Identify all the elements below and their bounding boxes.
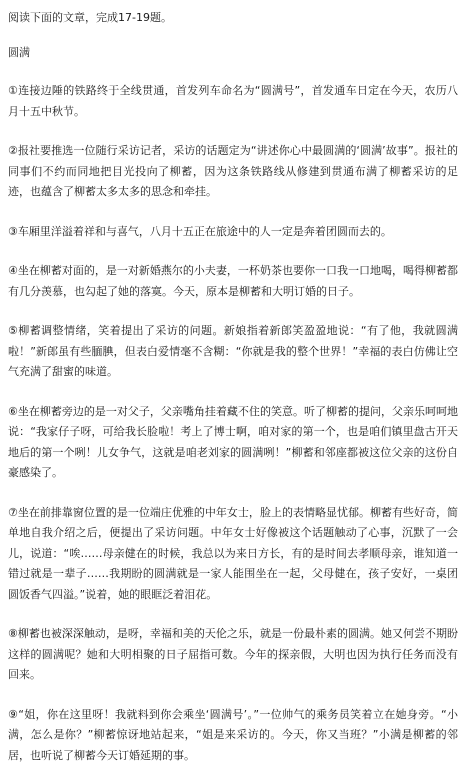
paragraph-7: ⑦坐在前排靠窗位置的是一位端庄优雅的中年女士，脸上的表情略显忧郁。柳蓄有些好奇，简单地自我介绍之后，便提出了采访问题。中年女士好像被这个话题触动了心事，沉默了一会儿，说道：“唉……母亲健在的时候，我总以为来日方长，有的是时间去孝顺母亲，谁知道一错过就是一辈子……我期盼的圆满就是一家人能围坐在一起，父母健在，孩子安好，一桌团圆饭香气四溢。”说着，她的眼眶泛着泪花。 bbox=[8, 503, 458, 606]
paragraph-5: ⑤柳蓄调整情绪，笑着提出了采访的问题。新娘指着新郎笑盈盈地说：“有了他，我就圆满啦！”新郎虽有些腼腆，但表白爱情毫不含糊：“你就是我的整个世界！”幸福的表白仿佛让空气充满了甜蜜的味道。 bbox=[8, 321, 458, 383]
paragraph-1: ①连接边陲的铁路终于全线贯通，首发列车命名为“圆满号”，首发通车日定在今天，农历八月十五中秋节。 bbox=[8, 81, 458, 122]
spacer bbox=[8, 605, 458, 624]
spacer bbox=[8, 242, 458, 261]
article-title: 圆满 bbox=[8, 44, 458, 62]
paragraph-6: ⑥坐在柳蓄旁边的是一对父子，父亲嘴角挂着藏不住的笑意。听了柳蓄的提问，父亲乐呵呵地说：“我家仔子呀，可给我长脸啦！考上了博士啊，咱对家的第一个，也是咱们镇里盘古开天地后的第一个咧！儿女争气，这就是咱老刘家的圆满咧！”柳蓄和邻座都被这位父亲的这份自豪感染了。 bbox=[8, 402, 458, 484]
paragraph-8: ⑧柳蓄也被深深触动，是呀，幸福和美的天伦之乐，就是一份最朴素的圆满。她又何尝不期盼这样的圆满呢？她和大明相聚的日子屈指可数。今年的探亲假，大明也因为执行任务而没有回来。 bbox=[8, 624, 458, 686]
instruction-text: 阅读下面的文章，完成17-19题。 bbox=[8, 9, 458, 27]
paragraph-4: ④坐在柳蓄对面的，是一对新婚燕尔的小夫妻，一杯奶茶也要你一口我一口地喝，喝得柳蓄都有几分羡慕，也勾起了她的落寞。今天，原本是柳蓄和大明订婚的日子。 bbox=[8, 261, 458, 302]
paragraph-2: ②报社要推选一位随行采访记者，采访的话题定为“讲述你心中最圆满的‘圆满’故事”。报社的同事们不约而同地把目光投向了柳蓄，因为这条铁路线从修建到贯通布满了柳蓄采访的足迹，也蕴含了柳蓄太多太多的思念和牵挂。 bbox=[8, 141, 458, 203]
spacer bbox=[8, 62, 458, 81]
spacer bbox=[8, 302, 458, 321]
spacer bbox=[8, 383, 458, 402]
spacer bbox=[8, 27, 458, 44]
spacer bbox=[8, 203, 458, 222]
spacer bbox=[8, 484, 458, 503]
spacer bbox=[8, 122, 458, 141]
paragraph-9: ⑨“姐，你在这里呀！我就料到你会乘坐‘圆满号’。”一位帅气的乘务员笑着立在她身旁。“小满，怎么是你？”柳蓄惊讶地站起来，“姐是来采访的。今天，你又当班？”小满是柳蓄的邻居，也听说了柳蓄今天订婚延期的事。 bbox=[8, 705, 458, 766]
paragraph-3: ③车厢里洋溢着祥和与喜气，八月十五正在旅途中的人一定是奔着团圆而去的。 bbox=[8, 222, 458, 243]
spacer bbox=[8, 686, 458, 705]
